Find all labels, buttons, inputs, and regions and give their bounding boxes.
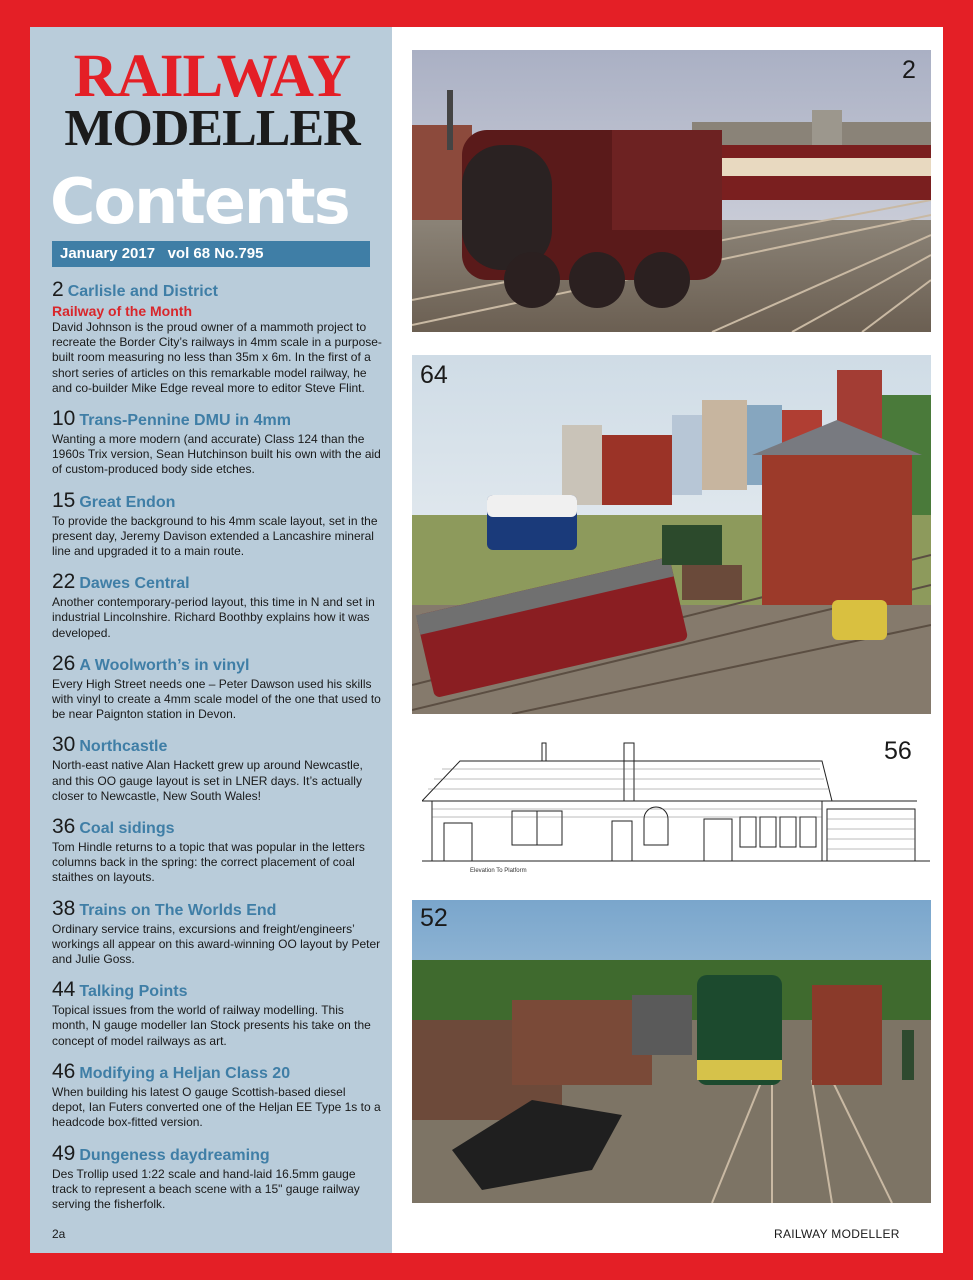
contents-entry[interactable] — [52, 898, 382, 968]
entry-description: Wanting a more modern (and accurate) Class 124 than the 1960s Trix version, Sean Hutchinson built his own with the aid of custom-produced body side etches. — [52, 432, 381, 477]
contents-entry[interactable] — [52, 1143, 382, 1213]
entry-description: David Johnson is the proud owner of a mammoth project to recreate the Border City’s railways in 4mm scale in a purpose-built room measuring no less than 35m x 6m. In the first of a short series of articles on this remarkable model railway, he and co-builder Mike Edge reveal more to editor Steve Flint. — [52, 320, 382, 395]
entry-page-number: 38 — [52, 896, 76, 920]
entry-description: Des Trollip used 1:22 scale and hand-laid 16.5mm gauge track to represent a beach scene with a 15" gauge railway serving the fisherfolk. — [52, 1166, 360, 1211]
contents-entry[interactable] — [52, 734, 382, 804]
entry-page-number: 26 — [52, 651, 76, 675]
entry-title: Dungeness daydreaming — [79, 1146, 270, 1164]
entry-page-number: 44 — [52, 978, 76, 1002]
photo-page-label: 52 — [420, 904, 448, 932]
contents-entry[interactable] — [52, 979, 382, 1049]
contents-sidebar — [30, 27, 392, 1253]
entry-description: Every High Street needs one – Peter Dawson used his skills with vinyl to create a 4mm scale model of the one that used to be near Paignton station in Devon. — [52, 676, 381, 722]
contents-entry[interactable] — [52, 816, 382, 886]
entry-title: Carlisle and District — [67, 283, 218, 300]
entry-page-number: 22 — [52, 570, 76, 594]
contents-entry[interactable] — [52, 408, 382, 478]
entry-description: Another contemporary-period layout, this time in N and set in industrial Lincolnshire. Richard Boothby explains how it was developed. — [52, 595, 375, 640]
contents-entry[interactable] — [52, 571, 382, 641]
contents-entry[interactable] — [52, 279, 382, 396]
footer-magazine-name: RAILWAY MODELLER — [774, 1227, 900, 1241]
entry-description: North-east native Alan Hackett grew up around Newcastle, and this OO gauge layout is set in LNER days. It’s actually closer to Newcastle, New South Wales! — [52, 758, 363, 803]
drawing-page-label: 56 — [884, 737, 912, 765]
contents-entry[interactable] — [52, 1061, 382, 1131]
entry-title: Trains on The Worlds End — [79, 901, 277, 919]
page-folio: 2a — [52, 1227, 66, 1241]
entry-title: Modifying a Heljan Class 20 — [79, 1064, 291, 1082]
entry-description: To provide the background to his 4mm scale layout, set in the present day, Jeremy Davison extended a Lancashire mineral line and upgraded it to a main route. — [52, 513, 378, 559]
entry-page-number: 2 — [52, 278, 64, 301]
contents-heading: Contents — [50, 165, 349, 238]
issue-info: January 2017 vol 68 No.795 — [52, 241, 370, 267]
photo-steam-locomotive[interactable] — [412, 50, 931, 332]
photo-image — [412, 50, 931, 332]
contents-list — [52, 279, 382, 1224]
entry-title: A Woolworth’s in vinyl — [79, 656, 250, 674]
entry-title: Trans-Pennine DMU in 4mm — [79, 412, 291, 430]
entry-subtitle: Railway of the Month — [52, 303, 192, 319]
entry-page-number: 10 — [52, 407, 76, 431]
entry-description: When building his latest O gauge Scottish-based diesel depot, Ian Futers converted one of the Heljan EE Type 1s to a headcode box-fitted version. — [52, 1084, 381, 1130]
photo-image — [412, 900, 931, 1203]
entry-page-number: 30 — [52, 733, 76, 757]
entry-page-number: 46 — [52, 1059, 76, 1083]
photo-diesel-yard[interactable] — [412, 900, 931, 1203]
photo-page-label: 2 — [902, 56, 916, 84]
masthead-railway: RAILWAY — [73, 43, 351, 110]
photo-town-layout[interactable] — [412, 355, 931, 714]
masthead-modeller: MODELLER — [64, 100, 360, 157]
photo-image — [412, 355, 931, 714]
drawing-caption: Elevation To Platform — [470, 868, 527, 874]
contents-entry[interactable] — [52, 490, 382, 560]
entry-page-number: 15 — [52, 488, 76, 512]
photo-page-label: 64 — [420, 361, 448, 389]
entry-description: Topical issues from the world of railway modelling. This month, N gauge modeller Ian Stock presents his take on the concept of model railways as art. — [52, 1003, 371, 1048]
entry-description: Ordinary service trains, excursions and freight/engineers’ workings all appear on this award-winning OO layout by Peter and Julie Goss. — [52, 921, 381, 967]
entry-page-number: 36 — [52, 815, 76, 839]
contents-entry[interactable] — [52, 653, 382, 723]
entry-title: Talking Points — [79, 983, 188, 1001]
page — [30, 27, 943, 1253]
entry-description: Tom Hindle returns to a topic that was popular in the letters columns back in the spring: the correct placement of coal staithes on layouts. — [52, 840, 365, 885]
entry-title: Coal sidings — [79, 820, 175, 838]
entry-title: Dawes Central — [79, 575, 190, 593]
entry-title: Great Endon — [79, 493, 176, 511]
entry-title: Northcastle — [79, 738, 168, 756]
entry-page-number: 49 — [52, 1141, 76, 1165]
